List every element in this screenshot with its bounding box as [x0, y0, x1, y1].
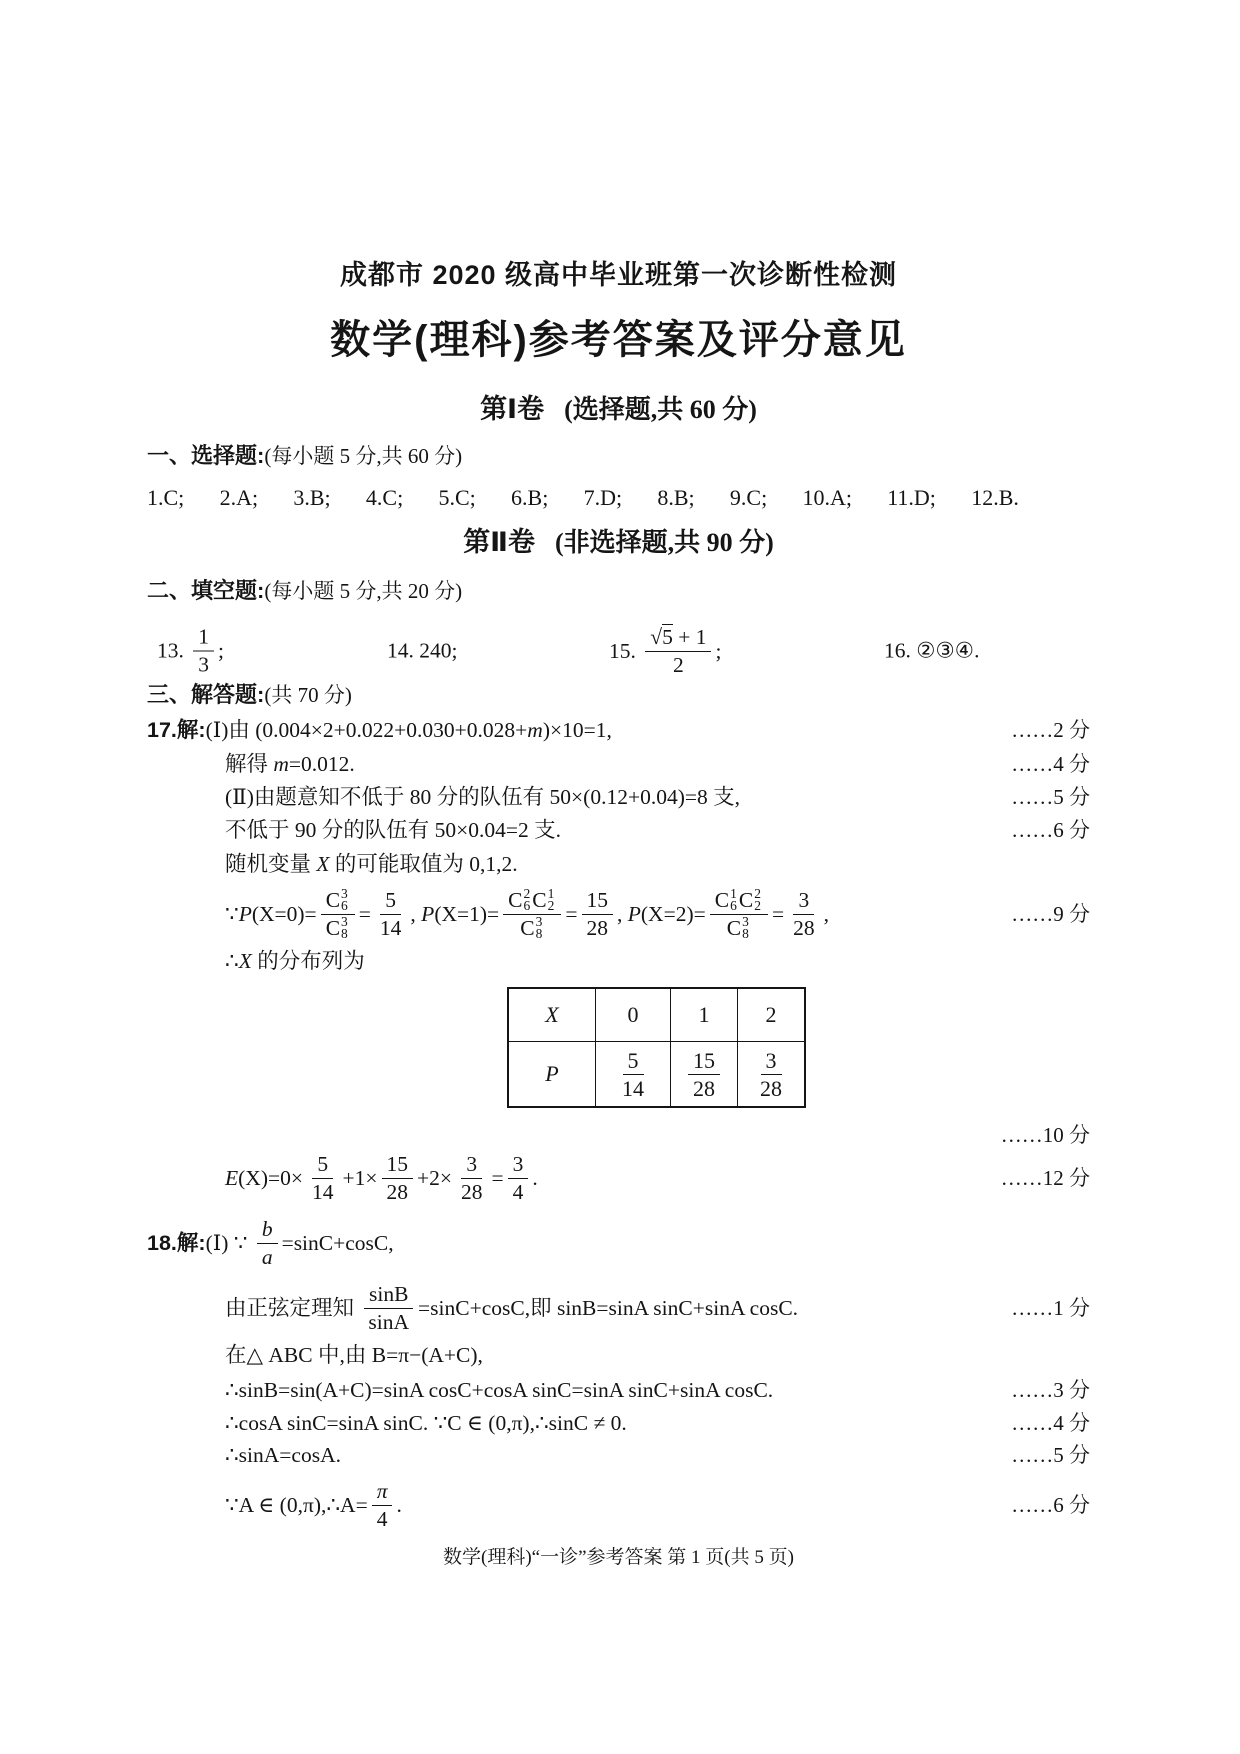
comb-sub: 2	[754, 898, 761, 913]
table-cell: 2	[738, 988, 806, 1042]
mc-answer-4: 4.C;	[365, 485, 404, 510]
exam-title: 成都市 2020 级高中毕业班第一次诊断性检测	[339, 260, 898, 290]
fraction-denominator: 2	[672, 653, 684, 677]
formula-text: =sinC+cosC,即 sinB=sinA sinC+sinA cosC.	[418, 1296, 799, 1320]
comb-letter: C	[325, 915, 341, 940]
q17-line-4	[147, 814, 1090, 846]
comb-indices	[730, 888, 737, 912]
comb-letter: C	[520, 915, 535, 940]
comb-sup: 1	[730, 886, 737, 901]
fib-answer-14: 14. 240;	[387, 638, 458, 663]
table-cell: 0	[596, 988, 671, 1042]
variable-P: P	[421, 902, 435, 926]
solution-text: 在△ ABC 中,由 B=π−(A+C),	[225, 1343, 483, 1367]
variable-m: m	[527, 718, 543, 742]
comb-letter: C	[508, 887, 523, 912]
fraction-numerator	[645, 623, 711, 652]
q18-line-4	[147, 1374, 1090, 1406]
score-label: ……12 分	[1000, 1166, 1090, 1190]
formula-text: (Ⅰ) ∵	[205, 1231, 253, 1255]
fraction-denominator: 28	[461, 1179, 483, 1204]
solution-text: (Ⅱ)由题意知不低于 80 分的队伍有 50×(0.12+0.04)=8 支,	[225, 785, 741, 809]
fraction	[508, 1151, 529, 1206]
fraction	[372, 1478, 393, 1533]
solution-text	[147, 1151, 538, 1206]
formula-text: (Ⅰ)由 (0.004×2+0.022+0.030+0.028+	[205, 718, 528, 742]
mc-section-heading	[147, 441, 1090, 471]
q18-line-5	[147, 1407, 1090, 1439]
score-label: ……6 分	[1011, 1493, 1090, 1517]
formula-text: ,	[823, 902, 829, 926]
table-row	[508, 1042, 805, 1108]
fib-note: (每小题 5 分,共 20 分)	[264, 579, 463, 603]
table-cell	[596, 1042, 671, 1108]
fraction	[257, 1216, 278, 1271]
solution-text	[147, 1478, 402, 1533]
score-label: ……5 分	[1011, 1443, 1090, 1467]
fraction	[755, 1047, 787, 1102]
fraction	[363, 1281, 414, 1336]
mc-answer-12: 12.B.	[971, 485, 1019, 510]
fraction-numerator: 15	[582, 887, 614, 915]
formula-text: +1×	[342, 1166, 378, 1190]
q17-line-1	[147, 714, 1090, 746]
comb-sub: 6	[730, 898, 737, 913]
formula-text: (X)=0×	[238, 1166, 303, 1190]
fraction-numerator	[321, 887, 355, 915]
formula-text: ,	[410, 902, 422, 926]
formula-text: .	[532, 1166, 538, 1190]
formula-text: 由正弦定理知	[225, 1296, 360, 1320]
fraction-denominator: 28	[586, 915, 608, 940]
formula-text: =	[358, 902, 371, 926]
sa-heading: 三、解答题:	[147, 682, 265, 707]
variable-X: X	[316, 852, 330, 876]
q18-line-2	[147, 1279, 1090, 1337]
comb-sup: 3	[535, 914, 543, 929]
formula-text: =	[491, 1166, 504, 1190]
q17-line-7	[147, 946, 1090, 976]
comb-indices	[524, 888, 531, 912]
combination-symbol	[326, 888, 350, 913]
formula-text: 的可能取值为 0,1,2.	[329, 852, 518, 876]
comb-letter: C	[726, 915, 742, 940]
fib-13-label: 13.	[157, 638, 190, 663]
fraction-numerator: sinB	[364, 1281, 413, 1309]
comb-sub: 2	[547, 898, 555, 913]
mc-heading: 一、选择题:	[147, 443, 265, 468]
score-label: ……5 分	[1011, 785, 1090, 809]
q18-line-3	[147, 1339, 1090, 1371]
formula-text: =sinC+cosC,	[281, 1231, 394, 1255]
fraction-denominator: 28	[386, 1179, 409, 1204]
part1-subtitle: (选择题,共 60 分)	[564, 395, 757, 424]
distribution-table	[507, 987, 806, 1108]
comb-sup: 1	[547, 886, 555, 901]
fraction-denominator	[722, 915, 756, 942]
fraction-numerator: 3	[508, 1151, 529, 1179]
fraction	[688, 1047, 720, 1102]
comb-sup: 3	[341, 886, 348, 901]
formula-text: =	[771, 902, 785, 926]
formula-text: (X=1)=	[434, 902, 500, 926]
fib-15-sep: ;	[715, 638, 722, 663]
solution-text: 不低于 90 分的队伍有 50×0.04=2 支.	[225, 818, 562, 842]
fraction-numerator: b	[257, 1216, 278, 1244]
fraction-numerator	[710, 887, 768, 915]
fraction-denominator: 14	[379, 915, 402, 940]
fraction-numerator: 5	[312, 1151, 333, 1179]
mc-answer-10: 10.A;	[802, 485, 852, 510]
fraction-denominator: a	[261, 1244, 273, 1269]
formula-text: (X=0)=	[251, 902, 317, 926]
q17-score-10-line	[147, 1121, 1090, 1149]
score-label: ……4 分	[1011, 1411, 1090, 1435]
score-label: ……4 分	[1011, 752, 1090, 776]
part2-subtitle: (非选择题,共 90 分)	[554, 528, 774, 557]
table-row	[508, 988, 805, 1042]
fib-heading: 二、填空题:	[147, 578, 265, 603]
fraction	[503, 887, 561, 942]
comb-indices	[754, 888, 761, 912]
fib-15-label: 15.	[609, 638, 642, 663]
q18-line-6	[147, 1439, 1090, 1471]
fraction-numerator: 5	[380, 887, 401, 915]
therefore-symbol: ∴	[225, 949, 239, 973]
comb-letter: C	[714, 887, 730, 912]
mc-answer-8: 8.B;	[657, 485, 695, 510]
comb-sup: 2	[754, 886, 761, 901]
combination-symbol	[326, 916, 350, 941]
fraction-denominator: 14	[622, 1075, 644, 1101]
comb-sub: 8	[535, 926, 543, 941]
answer-key-page	[147, 0, 1090, 1570]
combination-symbol	[520, 916, 544, 941]
solution-text	[147, 748, 355, 780]
comb-letter: C	[325, 887, 341, 912]
comb-indices	[548, 888, 555, 912]
fraction-numerator: 15	[688, 1047, 720, 1075]
variable-X: X	[238, 949, 252, 973]
solution-text	[147, 1216, 394, 1271]
fib-13-sep: ;	[218, 638, 224, 663]
numerator-rest: + 1	[672, 624, 707, 649]
q17-line-3	[147, 781, 1090, 813]
combination-symbol	[715, 888, 739, 913]
comb-sub: 6	[523, 898, 531, 913]
fraction	[321, 887, 355, 942]
comb-indices	[341, 888, 348, 912]
formula-text: =	[565, 902, 578, 926]
mc-answer-11: 11.D;	[887, 485, 936, 510]
formula-text: =0.012.	[288, 752, 355, 776]
q18-line-1	[147, 1215, 1090, 1271]
formula-text: ,	[617, 902, 628, 926]
mc-answers-row	[147, 483, 1019, 513]
page-footer: 数学(理科)“一诊”参考答案 第 1 页(共 5 页)	[443, 1547, 794, 1568]
solution-text	[147, 887, 829, 942]
part1-heading	[147, 392, 1090, 427]
fraction-denominator: 4	[376, 1506, 388, 1531]
fraction-denominator	[321, 915, 355, 942]
fraction	[375, 887, 407, 942]
score-label: ……10 分	[1000, 1123, 1090, 1147]
comb-sub: 8	[742, 926, 749, 941]
score-label: ……2 分	[1011, 718, 1090, 742]
mc-answer-3: 3.B;	[293, 485, 331, 510]
fraction-denominator	[515, 915, 549, 942]
fraction-numerator: 3	[793, 887, 814, 915]
q17-probability-line	[147, 882, 1090, 946]
variable-P: P	[238, 902, 252, 926]
radical-sign: √	[650, 624, 663, 649]
solution-text	[147, 1281, 798, 1336]
because-symbol: ∵	[225, 902, 239, 926]
score-label: ……3 分	[1011, 1378, 1090, 1402]
solution-text: ∴sinA=cosA.	[225, 1443, 341, 1467]
part2-label: 第Ⅱ卷	[463, 527, 535, 557]
mc-note: (每小题 5 分,共 60 分)	[264, 444, 463, 468]
solution-text: ∴cosA sinC=sinA sinC. ∵C ∈ (0,π),∴sinC ≠ 0.	[225, 1411, 627, 1435]
formula-text: ∵A ∈ (0,π),∴A=	[225, 1493, 368, 1517]
page-title: 数学(理科)参考答案及评分意见	[330, 318, 907, 362]
fraction	[617, 1047, 649, 1102]
fraction	[307, 1151, 339, 1206]
combination-symbol	[532, 888, 556, 913]
mc-answer-6: 6.B;	[511, 485, 549, 510]
solution-text	[147, 848, 518, 880]
score-label: ……6 分	[1011, 818, 1090, 842]
combination-symbol	[727, 916, 751, 941]
fraction	[788, 887, 820, 942]
fraction-numerator	[503, 887, 561, 915]
solution-text: ∴sinB=sin(A+C)=sinA cosC+cosA sinC=sinA sinC+sinA cosC.	[225, 1378, 774, 1402]
fraction-numerator: π	[372, 1478, 393, 1506]
part1-label: 第Ⅰ卷	[480, 394, 545, 424]
q17-label: 17.解:	[147, 718, 206, 742]
mc-answer-2: 2.A;	[219, 485, 259, 510]
comb-letter: C	[532, 887, 547, 912]
variable-m: m	[273, 752, 289, 776]
formula-text: 解得	[225, 752, 274, 776]
comb-indices	[341, 916, 348, 940]
formula-text: 的分布列为	[251, 949, 365, 973]
fraction	[645, 623, 711, 679]
q18-line-7	[147, 1478, 1090, 1532]
solution-text	[147, 714, 612, 746]
variable-P: P	[627, 902, 641, 926]
formula-text: +2×	[417, 1166, 453, 1190]
fib-answer-16: 16. ②③④.	[884, 638, 980, 663]
fraction	[710, 887, 768, 942]
comb-indices	[536, 916, 543, 940]
table-cell	[671, 1042, 738, 1108]
table-cell-P: P	[508, 1042, 596, 1108]
formula-text: )×10=1,	[542, 718, 612, 742]
solution-text	[147, 946, 365, 976]
comb-sub: 8	[341, 926, 348, 941]
fib-answer-15	[609, 623, 721, 679]
part2-heading	[147, 525, 1090, 560]
comb-sup: 3	[742, 914, 749, 929]
mc-answer-7: 7.D;	[583, 485, 623, 510]
mc-answer-5: 5.C;	[438, 485, 476, 510]
fraction	[582, 887, 614, 942]
q17-line-2	[147, 748, 1090, 780]
comb-indices	[742, 916, 749, 940]
score-label: ……9 分	[1011, 902, 1090, 926]
comb-sup: 2	[523, 886, 531, 901]
q17-expectation-line	[147, 1151, 1090, 1205]
variable-E: E	[225, 1166, 239, 1190]
table-cell: 1	[671, 988, 738, 1042]
fraction-denominator: 3	[198, 652, 209, 677]
fraction-numerator: 15	[382, 1151, 414, 1179]
fraction-numerator: 5	[623, 1047, 644, 1075]
formula-text: (X=2)=	[640, 902, 706, 926]
comb-sup: 3	[341, 914, 348, 929]
table-cell	[738, 1042, 806, 1108]
comb-sub: 6	[341, 898, 348, 913]
formula-text: .	[396, 1493, 402, 1517]
sa-section-heading	[147, 680, 1090, 710]
q18-label: 18.解:	[147, 1231, 206, 1255]
fraction	[456, 1151, 488, 1206]
fraction-denominator: 28	[693, 1075, 715, 1101]
mc-answer-9: 9.C;	[729, 485, 768, 510]
sa-note: (共 70 分)	[264, 683, 352, 707]
q17-line-5	[147, 848, 1090, 880]
formula-text: 随机变量	[225, 852, 317, 876]
fib-answers-row	[147, 622, 1090, 680]
fraction-denominator: 4	[512, 1179, 524, 1204]
comb-letter: C	[738, 887, 754, 912]
fraction-numerator: 3	[761, 1047, 782, 1075]
combination-symbol	[739, 888, 763, 913]
mc-answer-1: 1.C;	[147, 485, 185, 510]
fraction	[382, 1151, 414, 1206]
radicand: 5	[662, 625, 673, 649]
combination-symbol	[508, 888, 532, 913]
fraction-denominator: 28	[760, 1075, 782, 1101]
fib-section-heading	[147, 576, 1090, 606]
fraction	[193, 624, 214, 679]
fraction-denominator: 14	[312, 1179, 334, 1204]
table-cell-X: X	[508, 988, 596, 1042]
fib-answer-13	[157, 624, 224, 679]
fraction-numerator: 3	[461, 1151, 482, 1179]
fraction-numerator: 1	[193, 624, 214, 652]
fraction-denominator: sinA	[368, 1309, 410, 1334]
fraction-denominator: 28	[793, 915, 815, 940]
score-label: ……1 分	[1011, 1296, 1090, 1320]
